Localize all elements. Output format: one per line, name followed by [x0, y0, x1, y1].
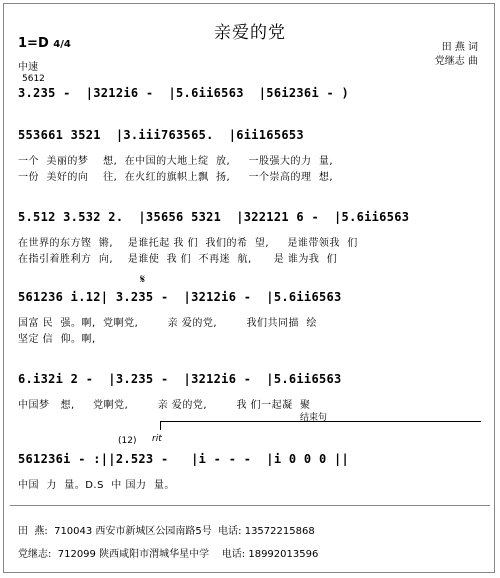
lyric-row-2-verse-2: 一份 美好的向 往, 在火红的旗帜上飘 扬, 一个崇高的理 想,	[18, 172, 334, 183]
key-text: 1=D	[18, 36, 49, 51]
segno-sign: 𝄋	[140, 272, 146, 286]
divider	[10, 505, 490, 506]
pickup-notes: 5612	[22, 74, 45, 84]
lyricist-credit: 田 燕 词	[441, 42, 478, 53]
notation-row-6: 561236i - :||2.523 - |i - - - |i 0 0 0 ||	[18, 452, 350, 466]
contact-composer: 党继志: 712099 陕西咸阳市渭城华星中学 电话: 18992013596	[18, 549, 319, 560]
lyric-row-4-verse-1: 国富 民 强。啊, 党啊党, 亲 爱的党, 我们共同描 绘	[18, 318, 317, 329]
song-title: 亲爱的党	[214, 23, 286, 43]
lyric-row-4-verse-2: 坚定 信 仰。啊,	[18, 334, 96, 345]
lyric-row-2-verse-1: 一个 美丽的梦 想, 在中国的大地上绽 放, 一股强大的力 量,	[18, 156, 334, 167]
tempo-marking: 中速	[18, 62, 38, 73]
contact-lyricist: 田 燕: 710043 西安市新城区公园南路5号 电话: 13572215868	[18, 526, 315, 537]
composer-credit: 党继志 曲	[434, 56, 478, 67]
notation-row-2: 553661 3521 |3.iii763565. |6ii165653	[18, 128, 304, 142]
lyric-row-3-verse-1: 在世界的东方铿 锵, 是谁托起 我 们 我们的希 望, 是谁带领我 们	[18, 238, 358, 249]
lyric-row-3-verse-2: 在指引着胜利方 向, 是谁使 我 们 不再迷 航, 是 谁为我 们	[18, 254, 338, 265]
coda-label: 结束句	[300, 413, 328, 423]
volta-bracket-label: (12)	[118, 436, 137, 446]
notation-row-4: 561236 i.12| 3.235 - |3212i6 - |5.6ii6563	[18, 290, 342, 304]
notation-row-3: 5.512 3.532 2. |35656 5321 |322121 6 - |5.6ii6563	[18, 210, 410, 224]
lyric-row-5-verse-1: 中国梦 想, 党啊党, 亲 爱的党, 我 们一起凝 聚	[18, 400, 311, 411]
notation-row-1: 3.235 - |3212i6 - |5.6ii6563 |56i236i - )	[18, 86, 350, 100]
key-signature	[18, 36, 71, 51]
lyric-row-6-verse-1: 中国 力 量。D.S 中 国力 量。	[18, 480, 175, 491]
notation-row-5: 6.i32i 2 - |3.235 - |3212i6 - |5.6ii6563	[18, 372, 342, 386]
ritardando-marking: rit	[152, 434, 162, 444]
time-signature: 4/4	[53, 39, 71, 50]
